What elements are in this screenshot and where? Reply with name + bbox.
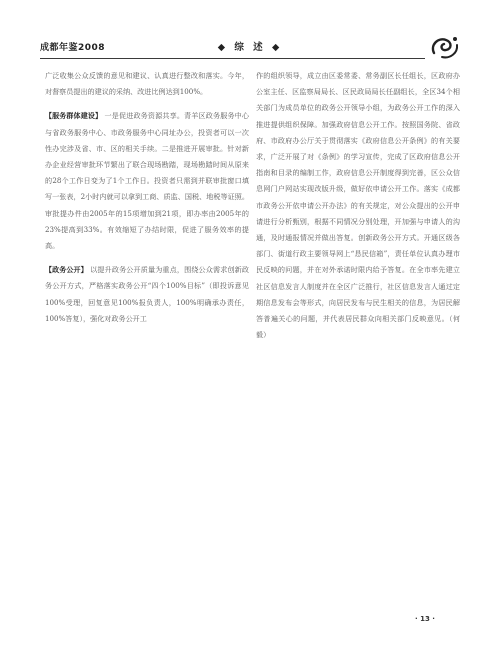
swirl-logo-icon — [428, 33, 460, 61]
running-title: 成都年鉴2008 — [40, 43, 106, 53]
paragraph: 广泛收集公众反馈的意见和建议、认真进行整改和落实。今年，对督察员提出的建议的采纳、改进比例达到100%。 — [45, 71, 249, 97]
header-rule — [40, 58, 425, 59]
paragraph: 【政务公开】 以提升政务公开质量为重点，围绕公众需求创新政务公开方式，严格落实政务公开“四个100%目标”（即投诉意见100%受理，回复意见100%报负责人，100%明确承办责任，100%答复），强化对政务公开工 — [45, 265, 250, 323]
page-number: · 13 · — [415, 615, 435, 623]
paragraph-heading: 【政务公开】 — [45, 266, 88, 275]
paragraph-heading: 【服务群体建设】 — [45, 112, 103, 121]
right-column — [256, 68, 460, 351]
paragraph: 【服务群体建设】 一是促进政务资源共享。青羊区政务服务中心与省政务服务中心、市政务服务中心同址办公，投资者可以一次性办完涉及省、市、区的相关手续。二是推进开展审批。针对新办企业经营审批环节繁出了联合现场勘踏，现场勘踏时间从原来的28个工作日变为了1个工作日。投资者只需到并联审批窗口填写一张表，2小时内就可以拿到工商、质监、国税、地税等证照。审批提办件由2005年的15项增加到21项，即办率由2005年的23%提高到33%。有效缩短了办结时限，促进了服务效率的提高。 — [45, 111, 250, 251]
paragraph: 作的组织领导，成立由区委常委、常务副区长任组长，区政府办公室主任、区监察局局长、区民政局局长任副组长，全区34个相关部门为成员单位的政务公开领导小组，为政务公开工作的深入推进提供组织保障。加强政府信息公开工作。按照国务院、省政府、市政府办公厅关于贯彻落实《政府信息公开条例》的有关要求，广泛开展了对《条例》的学习宣传，完成了区政府信息公开指南和目录的编制工作，政府信息公开制度得到完善，区公众信息网门户网站实现改版升级，做好依申请公开工作。落实《成都市政务公开依申请公开办法》的有关规定，对公众提出的公开申请进行分析甄别，根据不同情况分别处理，开加强与申请人的沟通，及时通报情况并做出答复。创新政务公开方式。开通区级各部门、街道行政主要领导网上“恳民信箱”，责任单位认真办理市民反映的问题，并在对外承诺时限内给予答复。在全市率先建立社区信息发言人制度并在全区广泛推行，社区信息发言人通过定期信息发布会等形式，向居民发布与民生相关的信息，为居民解答普遍关心的问题，并代表居民群众向相关部门反映意见。（何毅） — [256, 71, 460, 340]
left-column — [45, 68, 249, 335]
section-title: ◆ 综 述 ◆ — [217, 42, 283, 53]
page-header — [40, 38, 460, 58]
